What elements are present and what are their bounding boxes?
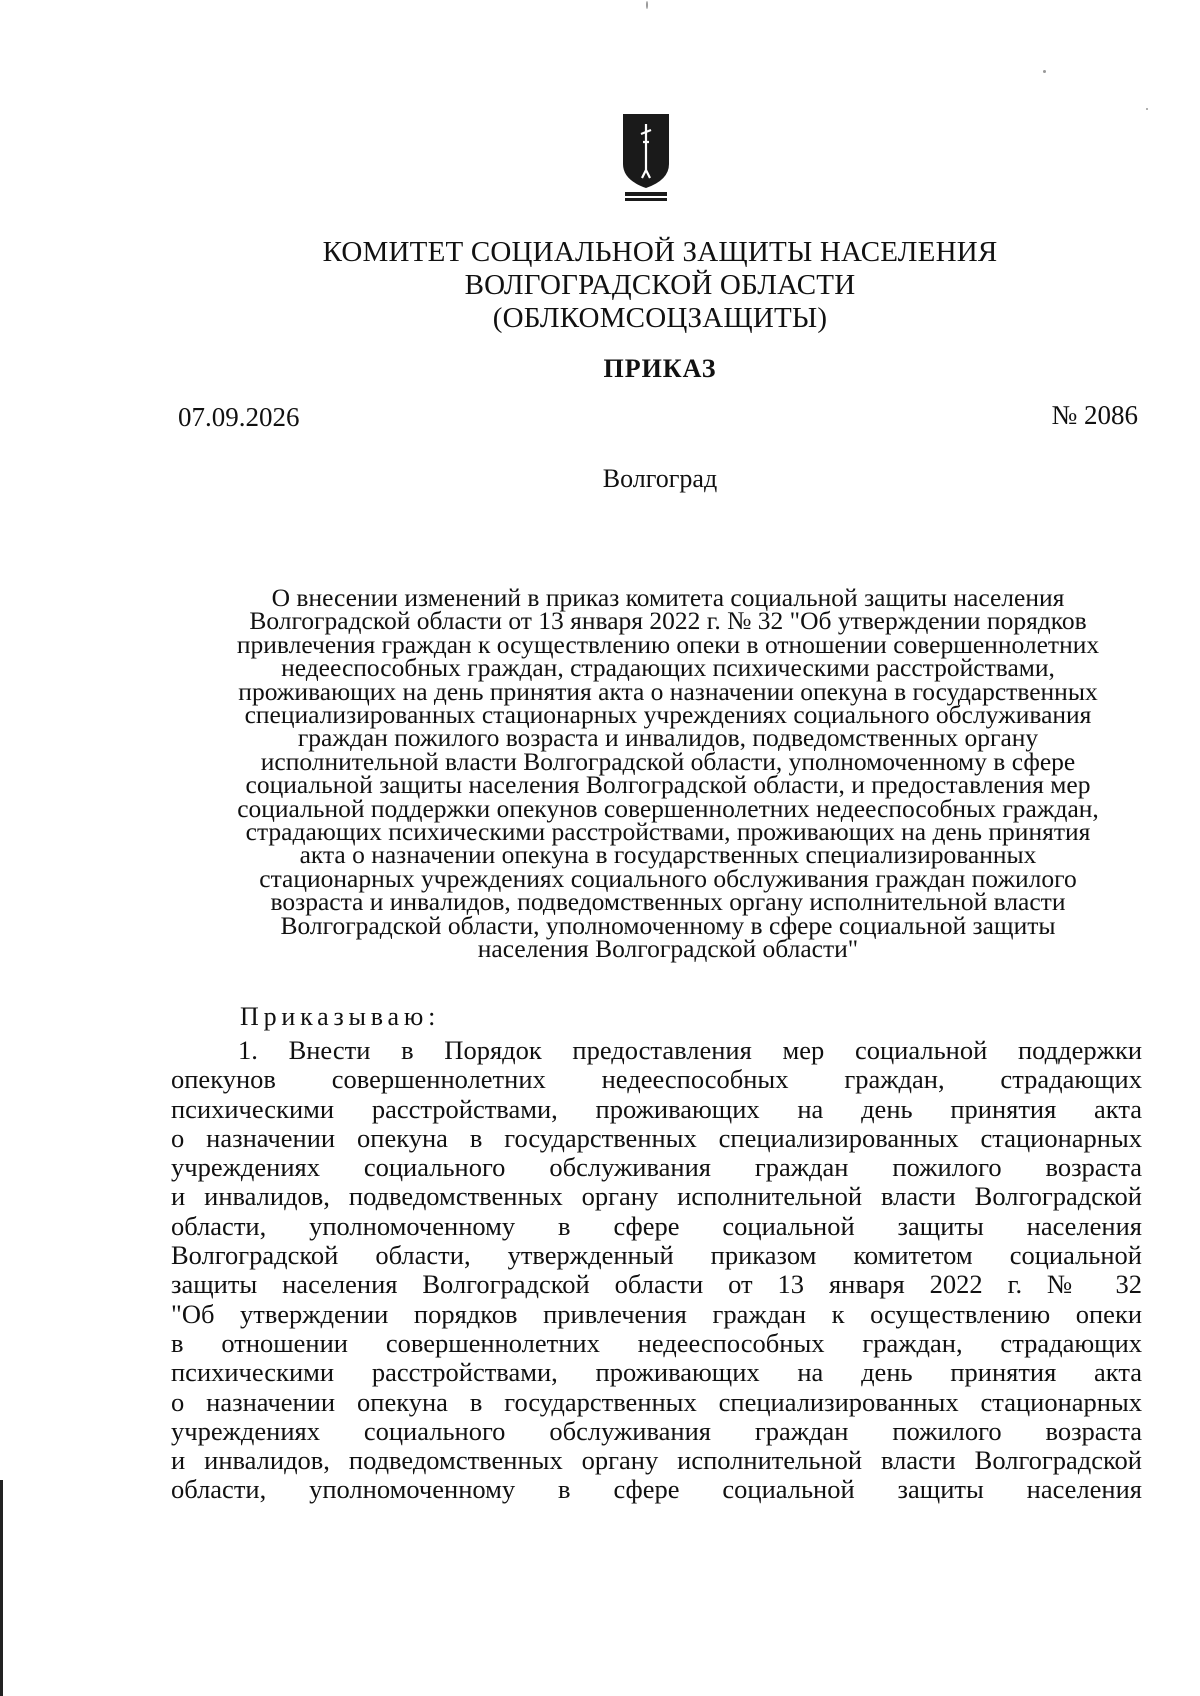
body-text xyxy=(171,1036,1142,1505)
subject-line: недееспособных граждан, страдающих психическими расстройствами, xyxy=(281,653,1055,683)
subject-line: Волгоградской области от 13 января 2022 г. № 32 "Об утверждении порядков xyxy=(249,606,1087,636)
scan-speck xyxy=(646,1,648,9)
subject-line: населения Волгоградской области" xyxy=(477,934,859,964)
body-line: области, уполномоченному в сфере социальной защиты населения xyxy=(171,1210,1142,1241)
body-line: о назначении опекуна в государственных специализированных стационарных xyxy=(171,1386,1142,1417)
subject-line: О внесении изменений в приказ комитета социальной защиты населения xyxy=(271,583,1065,612)
subject-line: страдающих психическими расстройствами, проживающих на день принятия xyxy=(245,817,1091,847)
body-line: Волгоградской области, утвержденный приказом комитетом социальной xyxy=(171,1240,1142,1271)
scan-speck xyxy=(1043,70,1046,73)
order-directive-label: Приказываю: xyxy=(240,1002,441,1031)
body-line: и инвалидов, подведомственных органу исполнительной власти Волгоградской xyxy=(171,1445,1142,1476)
body-line: опекунов совершеннолетних недееспособных граждан, страдающих xyxy=(171,1064,1142,1095)
subject-line: акта о назначении опекуна в государственных специализированных xyxy=(299,840,1037,870)
organization-name xyxy=(170,236,1150,335)
document-city: Волгоград xyxy=(602,464,718,493)
body-line: психическими расстройствами, проживающих на день принятия акта xyxy=(171,1093,1142,1124)
body-line: "Об утверждении порядков привлечения граждан к осуществлению опеки xyxy=(171,1298,1142,1329)
scan-speck xyxy=(1146,108,1148,110)
body-line: учреждениях социального обслуживания граждан пожилого возраста xyxy=(171,1415,1142,1446)
subject-line: привлечения граждан к осуществлению опеки в отношении совершеннолетних xyxy=(236,629,1100,659)
body-line: области, уполномоченному в сфере социальной защиты населения xyxy=(171,1474,1142,1505)
coat-of-arms-icon xyxy=(621,112,671,202)
subject-line: социальной защиты населения Волгоградской области, и предоставления мер xyxy=(245,770,1091,800)
subject-line: стационарных учреждениях социального обслуживания граждан пожилого xyxy=(259,863,1077,893)
body-line: в отношении совершеннолетних недееспособных граждан, страдающих xyxy=(171,1327,1142,1358)
subject-line: специализированных стационарных учреждениях социального обслуживания xyxy=(244,700,1092,730)
body-line: психическими расстройствами, проживающих на день принятия акта xyxy=(171,1357,1142,1388)
org-line-1: КОМИТЕТ СОЦИАЛЬНОЙ ЗАЩИТЫ НАСЕЛЕНИЯ xyxy=(322,236,998,268)
org-line-3: (ОБЛКОМСОЦЗАЩИТЫ) xyxy=(492,302,828,334)
body-line: 1. Внести в Порядок предоставления мер социальной поддержки xyxy=(238,1035,1142,1065)
document-date: 07.09.2026 xyxy=(178,402,300,432)
subject-line: Волгоградской области, уполномоченному в сфере социальной защиты xyxy=(280,910,1056,940)
subject-line: возраста и инвалидов, подведомственных органу исполнительной власти xyxy=(270,887,1066,917)
subject-line: исполнительной власти Волгоградской области, уполномоченному в сфере xyxy=(260,746,1076,776)
subject-line: проживающих на день принятия акта о назначении опекуна в государственных xyxy=(238,676,1098,706)
body-line: и инвалидов, подведомственных органу исполнительной власти Волгоградской xyxy=(171,1181,1142,1212)
subject-line: граждан пожилого возраста и инвалидов, подведомственных органу xyxy=(297,723,1039,753)
body-line: защиты населения Волгоградской области от 13 января 2022 г. № 32 xyxy=(171,1269,1142,1300)
subject-line: социальной поддержки опекунов совершеннолетних недееспособных граждан, xyxy=(237,793,1099,823)
document-type: ПРИКАЗ xyxy=(603,354,717,383)
body-line: учреждениях социального обслуживания граждан пожилого возраста xyxy=(171,1152,1142,1183)
document-number: № 2086 xyxy=(1051,400,1138,430)
subject-block xyxy=(178,583,1158,964)
scan-edge-mark xyxy=(0,1480,3,1696)
body-line: о назначении опекуна в государственных специализированных стационарных xyxy=(171,1122,1142,1153)
org-line-2: ВОЛГОГРАДСКОЙ ОБЛАСТИ xyxy=(464,269,856,301)
